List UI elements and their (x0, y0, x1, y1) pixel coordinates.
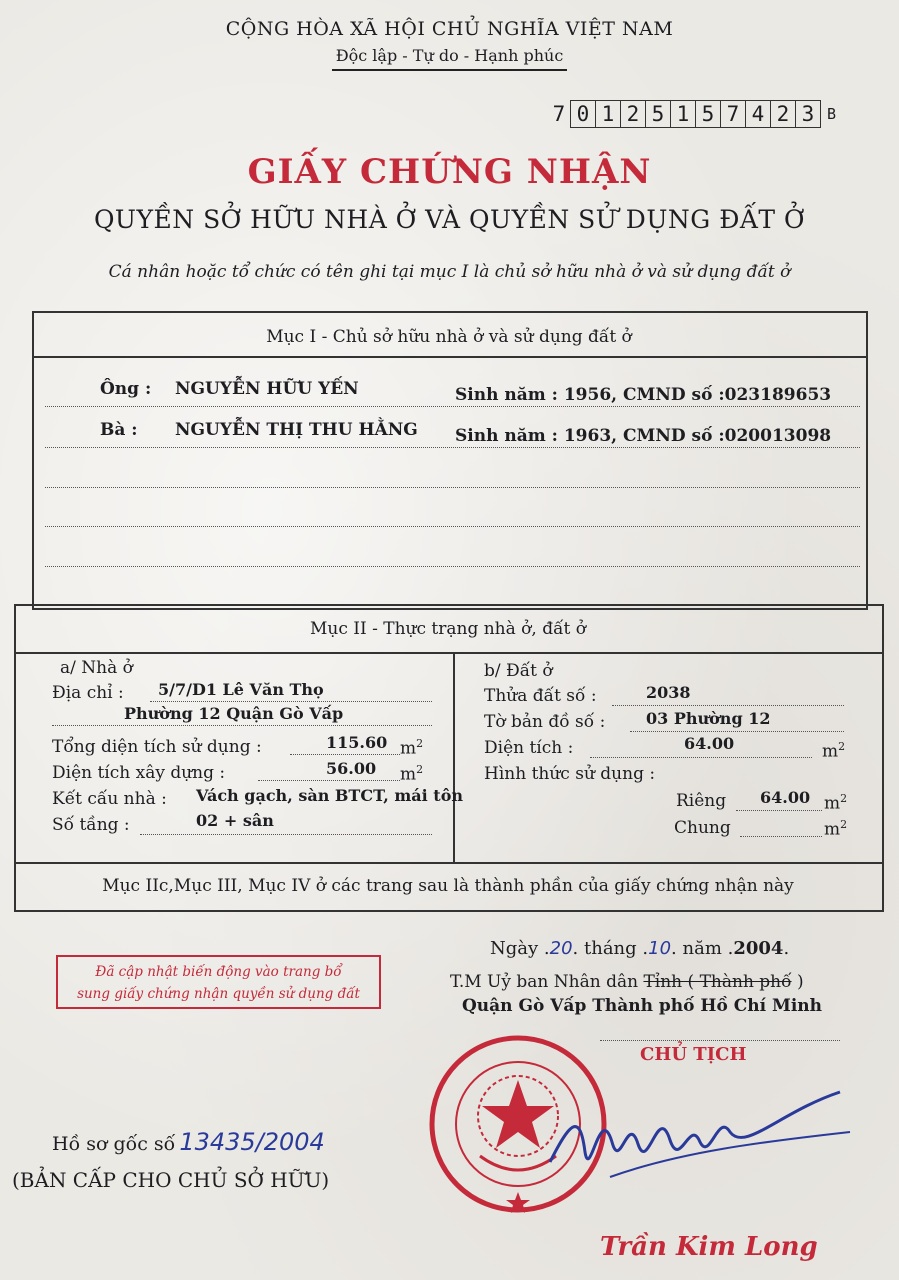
serial-digit: 4 (746, 100, 771, 128)
unit-sup: 2 (840, 792, 848, 805)
unit-sup: 2 (416, 737, 424, 750)
copy-note: (BẢN CẤP CHO CHỦ SỞ HỮU) (12, 1168, 330, 1192)
day-label: Ngày (490, 938, 539, 959)
dotted-line (740, 836, 822, 837)
file-label: Hồ sơ gốc số (52, 1133, 176, 1155)
structure-label: Kết cấu nhà : (52, 789, 167, 809)
dotted-line (45, 526, 860, 527)
dotted-line (590, 757, 812, 758)
serial-digit: 0 (570, 100, 596, 128)
section2-frame (14, 604, 884, 912)
serial-digit: 1 (671, 100, 696, 128)
divider (453, 652, 455, 862)
parcel-value: 2038 (646, 683, 691, 702)
file-number: 13435/2004 (179, 1128, 325, 1156)
serial-digit: 2 (771, 100, 796, 128)
serial-number (548, 100, 836, 128)
update-note-line2: sung giấy chứng nhận quyền sử dụng đất (77, 986, 360, 1002)
dotted-line (290, 754, 400, 755)
dotted-line (45, 566, 860, 567)
day-value: 20 (549, 938, 573, 959)
dotted-line (140, 834, 432, 835)
year-label: năm (682, 938, 722, 959)
unit-sup: 2 (840, 818, 848, 831)
address-line1: 5/7/D1 Lê Văn Thọ (158, 680, 324, 699)
footer-note: Mục IIc,Mục III, Mục IV ở các trang sau là thành phần của giấy chứng nhận này (102, 876, 794, 896)
issue-date: Ngày .20. tháng .10. năm .2004. (490, 938, 790, 959)
build-area-value: 56.00 (326, 759, 377, 778)
total-area-value: 115.60 (326, 733, 388, 752)
serial-digit: 7 (552, 102, 566, 126)
signer-name: Trần Kim Long (600, 1232, 818, 1262)
month-label: tháng (584, 938, 637, 959)
dotted-line (45, 447, 860, 448)
owner2-name: NGUYỄN THỊ THU HẰNG (175, 420, 418, 440)
house-heading: a/ Nhà ở (60, 658, 133, 678)
dotted-line (52, 725, 432, 726)
address-label: Địa chỉ : (52, 683, 124, 703)
role-title: CHỦ TỊCH (640, 1044, 747, 1065)
owner2-info: Sinh năm : 1963, CMND số :020013098 (455, 426, 832, 446)
divider (14, 862, 882, 864)
update-note-stamp (56, 955, 381, 1009)
serial-digit: 3 (796, 100, 821, 128)
authority-close: ) (796, 972, 804, 992)
unit-m2 (822, 740, 845, 762)
owner1-prefix: Ông : (100, 379, 152, 399)
unit-text: m (824, 793, 841, 814)
unit-sup: 2 (416, 763, 424, 776)
year-value: 2004 (733, 938, 784, 959)
build-area-label: Diện tích xây dựng : (52, 763, 226, 783)
dotted-line (258, 780, 400, 781)
dotted-line (736, 810, 822, 811)
serial-digit: 2 (621, 100, 646, 128)
divider (32, 356, 866, 358)
unit-m2 (824, 792, 847, 814)
serial-digit: 5 (646, 100, 671, 128)
private-label: Riêng (676, 791, 727, 811)
floors-value: 02 + sân (196, 811, 274, 830)
map-label: Tờ bản đồ số : (484, 712, 606, 732)
land-heading: b/ Đất ở (484, 661, 553, 681)
update-note-line1: Đã cập nhật biến động vào trang bổ (95, 964, 342, 980)
serial-suffix: B (827, 105, 837, 123)
address-line2: Phường 12 Quận Gò Vấp (124, 704, 344, 723)
map-value: 03 Phường 12 (646, 709, 771, 728)
authority-line1 (450, 972, 804, 992)
dotted-line (45, 406, 860, 407)
document-title: GIẤY CHỨNG NHẬN (247, 152, 652, 192)
section1-heading: Mục I - Chủ sở hữu nhà ở và sử dụng đất ở (266, 327, 632, 347)
authority-line2: Quận Gò Vấp Thành phố Hồ Chí Minh (462, 996, 822, 1016)
unit-text: m (400, 764, 417, 785)
private-value: 64.00 (760, 788, 811, 807)
serial-digit: 7 (721, 100, 746, 128)
motto-text: Độc lập - Tự do - Hạnh phúc (332, 46, 568, 71)
dotted-line (612, 705, 844, 706)
unit-m2 (824, 818, 847, 840)
unit-sup: 2 (838, 740, 846, 753)
authority-prefix: T.M Uỷ ban Nhân dân (450, 972, 639, 992)
document-subtitle: QUYỀN SỞ HỮU NHÀ Ở VÀ QUYỀN SỬ DỤNG ĐẤT Ở (93, 205, 806, 234)
unit-text: m (400, 738, 417, 759)
owner2-prefix: Bà : (100, 420, 138, 440)
authority-struck: Tỉnh ( Thành phố (643, 972, 792, 992)
usage-label: Hình thức sử dụng : (484, 764, 656, 784)
owner1-info: Sinh năm : 1956, CMND số :023189653 (455, 385, 832, 405)
land-area-label: Diện tích : (484, 738, 574, 758)
dotted-line (150, 701, 432, 702)
chairman-signature (540, 1082, 860, 1192)
divider (14, 652, 882, 654)
structure-value: Vách gạch, sàn BTCT, mái tôn (196, 786, 463, 805)
total-area-label: Tổng diện tích sử dụng : (52, 737, 262, 757)
unit-m2 (400, 737, 423, 759)
dotted-line (630, 731, 844, 732)
serial-digit: 5 (696, 100, 721, 128)
land-area-value: 64.00 (684, 734, 735, 753)
unit-m2 (400, 763, 423, 785)
motto (0, 46, 899, 65)
floors-label: Số tầng : (52, 815, 130, 835)
file-record (52, 1128, 325, 1156)
unit-text: m (822, 741, 839, 762)
unit-text: m (824, 819, 841, 840)
month-value: 10 (648, 938, 672, 959)
serial-digit: 1 (596, 100, 621, 128)
section2-heading: Mục II - Thực trạng nhà ở, đất ở (309, 619, 586, 639)
parcel-label: Thửa đất số : (484, 686, 597, 706)
owner1-name: NGUYỄN HỮU YẾN (175, 379, 359, 399)
intro-line: Cá nhân hoặc tổ chức có tên ghi tại mục I là chủ sở hữu nhà ở và sử dụng đất ở (108, 262, 791, 282)
country-header: CỘNG HÒA XÃ HỘI CHỦ NGHĨA VIỆT NAM (225, 18, 674, 40)
dotted-line (45, 487, 860, 488)
shared-label: Chung (674, 818, 731, 838)
dotted-line (600, 1040, 840, 1041)
